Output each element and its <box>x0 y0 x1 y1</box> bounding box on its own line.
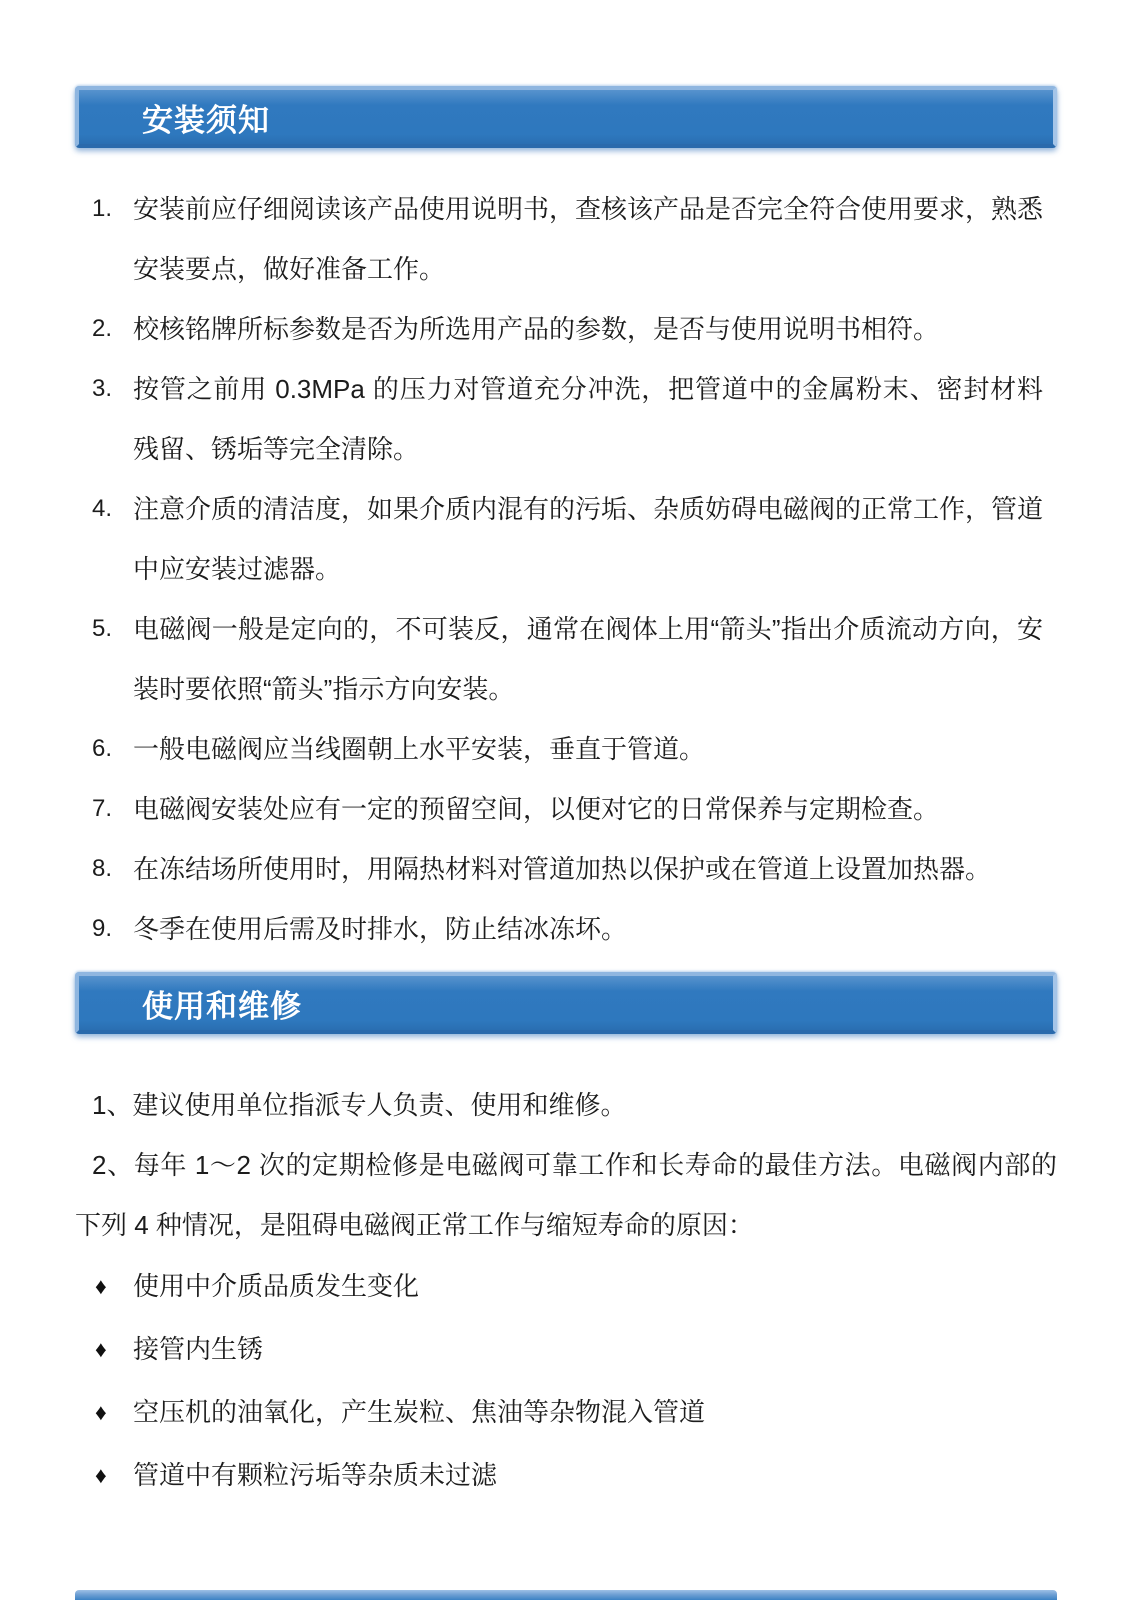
install-item-6 <box>75 719 1057 779</box>
section-title-maintenance: 使用和维修 <box>142 988 302 1024</box>
section-title-install: 安装须知 <box>142 102 270 138</box>
cause-item-text: 空压机的油氧化，产生炭粒、焦油等杂物混入管道 <box>133 1397 706 1427</box>
cause-item-text: 管道中有颗粒污垢等杂质未过滤 <box>133 1460 498 1490</box>
install-item-text: 校核铭牌所标参数是否为所选用产品的参数，是否与使用说明书相符。 <box>133 314 940 344</box>
maintenance-paragraph-2: 2、每年 1～2 次的定期检修是电磁阀可靠工作和长寿命的最佳方法。电磁阀内部的下列 4 种情况，是阻碍电磁阀正常工作与缩短寿命的原因： <box>75 1150 1057 1240</box>
section-header-maintenance <box>75 972 1057 1034</box>
install-item-text: 一般电磁阀应当线圈朝上水平安装，垂直于管道。 <box>133 734 706 764</box>
maintenance-paragraph-1: 1、建议使用单位指派专人负责、使用和维修。 <box>92 1090 627 1120</box>
install-item-text: 电磁阀一般是定向的，不可装反，通常在阀体上用“箭头”指出介质流动方向，安装时要依照“箭头”指示方向安装。 <box>133 614 1043 704</box>
diamond-bullet-icon: ♦ <box>95 1399 107 1425</box>
install-item-8 <box>75 839 1057 899</box>
cause-list <box>75 1255 1057 1507</box>
section-header-install <box>75 86 1057 148</box>
next-section-header-partial <box>75 1590 1057 1600</box>
install-item-text: 在冻结场所使用时，用隔热材料对管道加热以保护或在管道上设置加热器。 <box>133 854 992 884</box>
install-item-number: 9. <box>92 915 113 942</box>
install-item-number: 3. <box>92 375 113 402</box>
install-list <box>75 179 1057 959</box>
install-item-text: 安装前应仔细阅读该产品使用说明书，查核该产品是否完全符合使用要求，熟悉安装要点，做好准备工作。 <box>133 194 1044 284</box>
maintenance-block <box>75 1075 1057 1507</box>
cause-item-text: 使用中介质品质发生变化 <box>133 1271 420 1301</box>
install-item-3 <box>75 359 1057 479</box>
cause-item-4 <box>75 1444 1057 1507</box>
install-item-number: 7. <box>92 795 113 822</box>
install-item-number: 6. <box>92 735 113 762</box>
diamond-bullet-icon: ♦ <box>95 1273 107 1299</box>
install-item-9 <box>75 899 1057 959</box>
cause-item-2 <box>75 1318 1057 1381</box>
install-item-7 <box>75 779 1057 839</box>
install-item-number: 8. <box>92 855 113 882</box>
install-item-number: 2. <box>92 315 113 342</box>
install-item-number: 1. <box>92 195 113 222</box>
install-item-2 <box>75 299 1057 359</box>
install-item-number: 4. <box>92 495 113 522</box>
install-item-text: 注意介质的清洁度，如果介质内混有的污垢、杂质妨碍电磁阀的正常工作，管道中应安装过滤器。 <box>133 494 1044 584</box>
diamond-bullet-icon: ♦ <box>95 1462 107 1488</box>
cause-item-text: 接管内生锈 <box>133 1334 264 1364</box>
cause-item-1 <box>75 1255 1057 1318</box>
diamond-bullet-icon: ♦ <box>95 1336 107 1362</box>
cause-item-3 <box>75 1381 1057 1444</box>
install-item-text: 按管之前用 0.3MPa 的压力对管道充分冲洗，把管道中的金属粉末、密封材料残留、锈垢等完全清除。 <box>133 374 1043 464</box>
install-item-4 <box>75 479 1057 599</box>
install-item-text: 电磁阀安装处应有一定的预留空间，以便对它的日常保养与定期检查。 <box>133 794 940 824</box>
install-item-1 <box>75 179 1057 299</box>
install-item-number: 5. <box>92 615 113 642</box>
install-item-5 <box>75 599 1057 719</box>
install-item-text: 冬季在使用后需及时排水，防止结冰冻坏。 <box>133 914 628 944</box>
